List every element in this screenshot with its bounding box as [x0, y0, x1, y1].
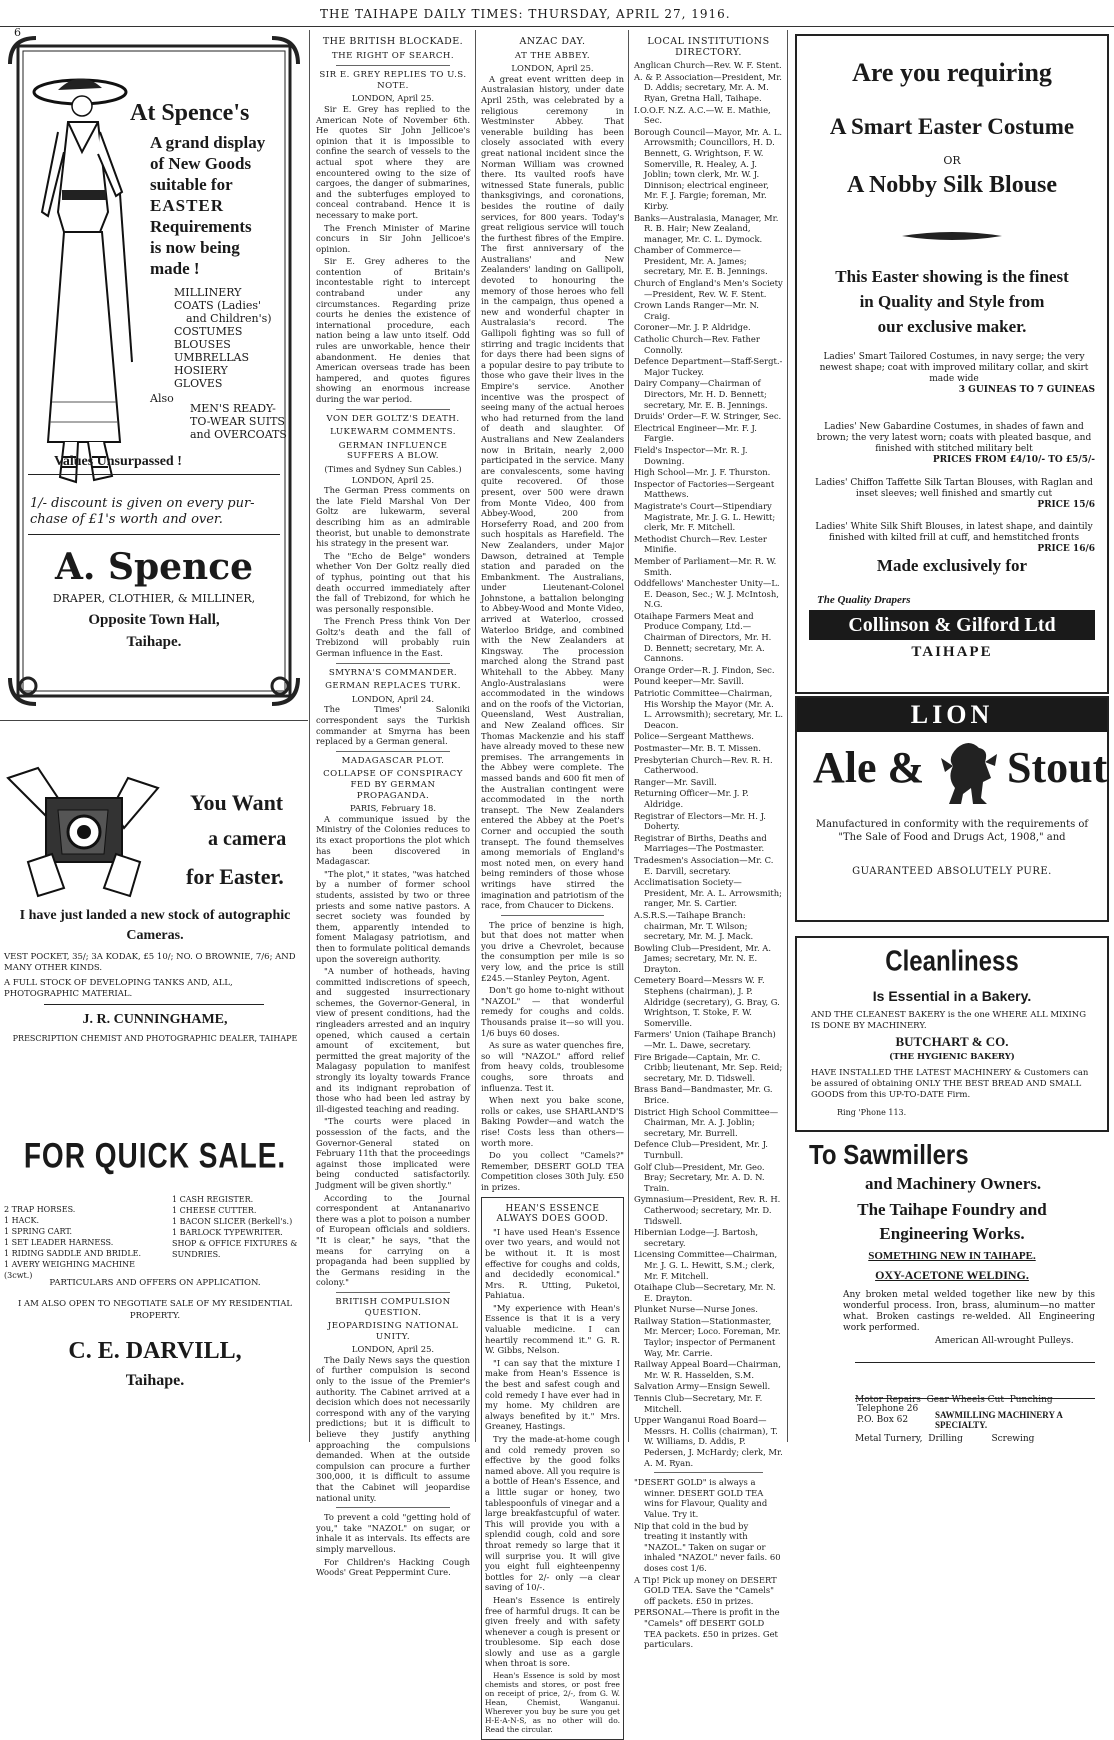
heans-essence-advert: [481, 1197, 624, 1740]
camera-line2: a camera: [208, 828, 287, 850]
list-item: 1 BACON SLICER (Berkell's.): [172, 1217, 293, 1226]
collinson-name: Collinson & Gilford Ltd: [848, 614, 1056, 636]
directory-entry: Catholic Church—Rev. Father Connolly.: [634, 334, 760, 355]
spence-town: Taihape.: [126, 634, 182, 650]
subheadline: GERMAN INFLUENCE SUFFERS A BLOW.: [338, 440, 448, 462]
list-item: TO-WEAR SUITS: [190, 415, 285, 428]
butchart-bakery-advert: [795, 936, 1109, 1132]
spence-trade: DRAPER, CLOTHIER, & MILLINER,: [52, 592, 256, 605]
paragraph: As sure as water quenches fire, so will "NAZOL" afford relief from heavy colds, troublesome coughs, sore throats and influenza. Test it.: [481, 1040, 624, 1093]
item-price: PRICES FROM £4/10/- TO £5/5/-: [932, 455, 1095, 465]
headline: HEAN'S ESSENCE ALWAYS DOES GOOD.: [496, 1203, 609, 1225]
list-item: GLOVES: [174, 377, 223, 390]
directory-entry: Church of England's Men's Society—President, Rev. W. F. Stent.: [634, 278, 783, 299]
paragraph: "DESERT GOLD" is always a winner. DESERT GOLD TEA wins for Flavour, Quality and Value. Try it.: [634, 1477, 768, 1519]
paragraph: Don't go home to-night without "NAZOL" — that wonderful remedy for coughs and colds. Thousands praise it—so will you. 1/6 buys 60 doses.: [481, 985, 624, 1038]
list-item: MEN'S READY-: [190, 402, 276, 415]
directory-list: [634, 60, 783, 1468]
spence-headline: At Spence's: [130, 100, 250, 126]
directory-entry: Patriotic Committee—Chairman, His Worship the Mayor (Mr. A. L. Arrowsmith); secretary, Mr. L. Deacon.: [634, 688, 783, 730]
directory-entry: Fire Brigade—Captain, Mr. C. Cribb; lieutenant, Mr. Sep. Reid; secretary, Mr. D. Tidswell.: [634, 1051, 783, 1083]
list-item: 1 RIDING SADDLE AND BRIDLE.: [4, 1249, 142, 1258]
directory-entry: Magistrate's Court—Stipendiary Magistrate, Mr. J. G. L. Hewitt; clerk, Mr. F. Mitchell.: [634, 500, 776, 533]
paragraph: "The courts were placed in possession of the facts, and the Governor-General stated on February 11th that the proceedings against those implicated were being conducted satisfactorily. Judgment will be given shortly.": [316, 1116, 470, 1190]
directory-entry: Member of Parliament—Mr. R. W. Smith.: [634, 555, 777, 577]
directory-entry: Defence Department—Staff-Sergt.-Major Tuckey.: [634, 356, 783, 377]
subheadline: COLLAPSE OF CONSPIRACY FED BY GERMAN PROPAGANDA.: [323, 769, 463, 801]
masthead: [0, 0, 1114, 39]
lion-ale: Ale &: [813, 743, 925, 792]
foundry-service-row: Motor Repairs Gear Wheels Cut Punching: [855, 1395, 1053, 1405]
foundry-service-row: Metal Turnery, Drilling Screwing: [855, 1434, 1035, 1444]
list-item: 1 HACK.: [4, 1216, 40, 1225]
paragraph: Try the made-at-home cough and cold remedy proven so effective by the good folks named above. All you require is a bottle of Hean's Essence, and a little sugar or honey, two tablespoonfuls of vinegar and a large breakfastcupful of water. This will provide you with a splendid cough, cold and sore throat remedy so large that it will surprise you. It will give you eight full eighteenpenny bottles for 2/- only —a clear saving of 10/-.: [485, 1434, 620, 1593]
collinson-showing-line: in Quality and Style from: [859, 292, 1045, 311]
foundry-contact: [857, 1404, 918, 1426]
directory-title: LOCAL INSTITUTIONS DIRECTORY.: [647, 36, 770, 58]
directory-entry: Orange Order—R. J. Findon, Sec.: [634, 664, 775, 675]
paragraph: The French Press think Von Der Goltz's death and the fall of Trebizond will probably ruin German influence in the East.: [316, 616, 470, 659]
lion-guarantee: GUARANTEED ABSOLUTELY PURE.: [852, 866, 1052, 877]
paragraph: For Children's Hacking Cough Woods' Great Peppermint Cure.: [316, 1556, 470, 1578]
directory-entry: Otaihape Club—Secretary, Mr. N. E. Drayton.: [634, 1282, 776, 1303]
directory-entry: Tradesmen's Association—Mr. C. E. Darvill, secretary.: [634, 854, 774, 876]
collinson-item: [813, 522, 1095, 555]
directory-entry: District High School Committee—Chairman, Mr. A. J. Joblin; secretary, Mr. Burrell.: [634, 1106, 779, 1138]
lion-banner: LION: [910, 700, 994, 729]
collinson-town: TAIHAPE: [911, 644, 993, 660]
list-item: 1 CASH REGISTER.: [172, 1195, 254, 1204]
paragraph: The Times' Saloniki correspondent says the Turkish commander at Smyrna has been replaced by a German general.: [316, 704, 470, 747]
collinson-or: OR: [943, 154, 961, 167]
directory-entry: Ranger—Mr. Savill.: [634, 776, 717, 787]
paragraph: Hean's Essence is entirely free of harmful drugs. It can be given freely and with safety whenever a cough is present or troublesome. Sip each dose slowly and use as a gargle when throat is sore.: [485, 1594, 620, 1669]
spence-mens-list: [190, 402, 287, 441]
camera-illustration-icon: [8, 758, 158, 898]
butchart-name: BUTCHART & CO.: [895, 1034, 1009, 1049]
directory-entry: Electrical Engineer—Mr. F. J. Fargie.: [634, 422, 757, 444]
headline: ANZAC DAY.: [519, 36, 586, 47]
list-item: and Children's): [186, 312, 272, 325]
paragraph: Sir E. Grey adheres to the contention of Britain's incontestable right to intercept contraband under any circumstances. Regarding prize courts he denies the existence of international procedure, each nation being a law unto itself. Odd rules are unworkable, hence their abandonment. He denies that American overseas trade has been hampered, and quotes figures showing an enormous increase during the war period.: [316, 256, 470, 404]
paragraph: "My experience with Hean's Essence is that it is a very valuable medicine. I can heartily recommend it." G. R. W. Gibbs, Nelson.: [485, 1302, 620, 1356]
paragraph: "I can say that the mixture I make from Hean's Essence is the best and safest cough and cold remedy I have ever had in my home. My children are always benefited by it." Mrs. Greaney, Hastings.: [485, 1357, 620, 1432]
directory-entry: Brass Band—Bandmaster, Mr. G. Brice.: [634, 1084, 773, 1105]
directory-entry: Otaihape Farmers Meat and Produce Company, Ltd.—Chairman of Directors, Mr. H. D. Bennett; secretary, Mr. A. Cannons.: [634, 610, 772, 664]
paragraph: The French Minister of Marine concurs in Sir John Jellicoe's opinion.: [316, 222, 470, 254]
camera-cameras: Cameras.: [126, 928, 184, 943]
camera-line1: You Want: [190, 790, 284, 815]
foundry-h3: The Taihape Foundry and: [857, 1200, 1047, 1219]
foundry-para: Any broken metal welded together like new by this wonderful process. Iron, brass, aluminum—no matter what. Broken castings re-welded. All Engineering work performed.: [843, 1290, 1095, 1333]
directory-entry: Tennis Club—Secretary, Mr. F. Mitchell.: [634, 1393, 763, 1414]
directory-entry: Upper Wanganui Road Board—Messrs. H. Collis (chairman), T. W. Williams, D. Addis, P. Pedersen, J. McHardy; clerk, Mr. A. M. Ryan.: [634, 1415, 783, 1468]
list-item: 1 SPRING CART.: [4, 1227, 73, 1236]
directory-entry: Oddfellows' Manchester Unity—L. E. Deason, Sec.; W. J. McIntosh, N.G.: [634, 578, 780, 610]
subheadline: SIR E. GREY REPLIES TO U.S. NOTE.: [319, 70, 467, 91]
spence-address: Opposite Town Hall,: [88, 612, 220, 628]
dateline: PARIS, February 18.: [349, 803, 437, 814]
headline: MADAGASCAR PLOT.: [341, 755, 445, 766]
directory-entry: Registrar of Births, Deaths and Marriages—The Postmaster.: [634, 832, 767, 854]
collinson-showing-line: our exclusive maker.: [877, 317, 1027, 336]
butchart-para: AND THE CLEANEST BAKERY is the one WHERE ALL MIXING IS DONE BY MACHINERY.: [811, 1010, 1087, 1031]
foundry-h6: OXY-ACETONE WELDING.: [875, 1268, 1029, 1282]
foundry-h2: and Machinery Owners.: [865, 1174, 1042, 1193]
directory-entry: Dairy Company—Chairman of Directors, Mr. H. D. Bennett; secretary, Mr. E. B. Jennings.: [634, 378, 768, 410]
spence-line: of New Goods: [150, 154, 252, 173]
list-item: 2 TRAP HORSES.: [4, 1205, 76, 1214]
foundry-pulleys: American All-wrought Pulleys.: [935, 1336, 1074, 1346]
directory-entry: Railway Appeal Board—Chairman, Mr. W. R. Hasselden, S.M.: [634, 1359, 781, 1380]
directory-entry: Postmaster—Mr. B. T. Missen.: [634, 743, 761, 753]
spence-name: A. Spence: [54, 546, 254, 588]
item-price: PRICE 16/6: [1037, 544, 1095, 554]
collinson-logo: [809, 592, 1095, 662]
paragraph: When next you bake scone, rolls or cakes, use SHARLAND'S Baking Powder—and watch the rise! Costs less than others—worth more.: [481, 1095, 624, 1148]
subheadline: THE RIGHT OF SEARCH.: [331, 50, 455, 61]
paragraph: "A number of hotheads, having committed indiscretions of speech, and suggested insurrectionary schemes, the Governor-General, in view of present conditions, had the ringleaders arrested and an inquiry opened, which caused a certain amount of excitement, but permitted the great majority of the Malagasy population to manifest strongly its loyalty towards France and its indignant reprobation of those who had been led astray by ill-digested teaching and reading.: [316, 966, 470, 1114]
lion-text: Manufactured in conformity with the requirements of "The Sale of Food and Drugs Act, 1908," and: [815, 819, 1089, 843]
item-price: PRICE 15/6: [1037, 500, 1095, 510]
paragraph: A great event written deep in Australasian history, under date April 25th, was celebrated by a religious ceremony in Westminster Abbey. That venerable building has been closely associated with every great national incident since the Norman William was crowned there. Its vaulted roofs have witnessed State funerals, public thanksgivings, and coronations, besides the routine of daily services, for 800 years. Today's great religious service will touch the furthest fibres of the Empire. The first anniversary of the Australians' and New Zealanders' landing on Gallipoli, devoted to honouring the memory of those heroes who fell in the campaign, thus opened a new and wonderful chapter in Australasia's record. The Gallipoli fighting was so full of stirring and tragic incidents that for days there had been signs of a popular desire to pay tribute to those who gave their lives in the Empire's service. Another incentive was the prospect of seeing many of the actual heroes who had returned from the land of death and slaughter. Of Australians and New Zealanders now in Britain, nearly 2,000 participated in the service. Many are convalescents, some having quite recovered. Of those present, over 500 were drawn from Monte Video, 400 from Abbey-Wood, 200 from Horseferry Road, and 200 from such hospitals as Harefield. The New Zealanders, under Major Dawson, detrained at Temple station and paraded on the Embankment. The Australians, under Lieutenant-Colonel Johnstone, a battalion belonging to Abbey-Wood and Monte Video, arrived at Waterloo, crossed Waterloo Bridge, and combined with the New Zealanders at Kingsway. The procession marched along the Strand past Whitehall to the Abbey. Many Anglo-Australasians were accommodated in the windows and on the roofs of the Victorian, Queensland, West Australian, and New Zealand offices. Sir Thomas Mackenzie and his staff have already moved to these new premises. The arrangements in the Abbey were complete. The massed bands and 600 fit men of the Australian contingent were accommodated in the north transept. The New Zealanders entered the Abbey at the Poet's Corner and occupied the south transept. The found themselves among memorials of England's most noted men, on every hand being reminders of those whose writings have stirred the imagination and patriotism of the race, from Chaucer to Dickens.: [481, 73, 624, 911]
headline: THE BRITISH BLOCKADE.: [322, 36, 464, 47]
foundry-specialty: SAWMILLING MACHINERY A SPECIALTY.: [935, 1410, 1063, 1430]
lion-rampant-icon: [937, 738, 1001, 808]
taihape-foundry-advert: [795, 1140, 1109, 1444]
column-rule: [309, 30, 310, 1442]
sale-list-right: [172, 1194, 306, 1260]
directory-entry: Crown Lands Ranger—Mr. N. Craig.: [634, 300, 759, 321]
butchart-subheadline: Is Essential in a Bakery.: [872, 988, 1032, 1004]
spence-intro: [150, 132, 300, 279]
directory-entry: High School—Mr. J. F. Thurston.: [634, 467, 771, 478]
paragraph: The "Echo de Belge" wonders whether Von Der Goltz really died of typhus, pointing out that his death occurred immediately after the fall of Trebizond, for which he was personally responsible.: [316, 550, 470, 614]
sale-title: FOR QUICK SALE.: [23, 1136, 287, 1175]
foundry-telephone: Telephone 26: [857, 1404, 919, 1414]
directory-entry: Pound keeper—Mr. Savill.: [634, 676, 744, 687]
item-description: Ladies' Chiffon Taffette Silk Tartan Blouses, with Raglan and inset sleeves; well finished and smartly cut: [815, 478, 1093, 499]
spence-discount: 1/- discount is given on every pur-chase of £1's worth and over.: [30, 496, 255, 527]
collinson-gilford-advert: [795, 34, 1109, 694]
directory-entry: A. & P. Association—President, Mr. D. Addis; secretary, Mr. A. M. Ryan, Gretna Hall, Taihape.: [634, 71, 782, 103]
dateline: LONDON, April 25.: [351, 1344, 435, 1355]
collinson-line1: Are you requiring: [852, 58, 1052, 87]
directory-entry: Cemetery Board—Messrs W. F. Stephens (chairman), J. P. Aldridge (secretary), G. Bray, G. Wrightson, T. Stoke, F. W. Somerville.: [634, 975, 780, 1028]
list-item: 1 CHEESE CUTTER.: [172, 1206, 257, 1215]
subheadline: GERMAN REPLACES TURK.: [325, 681, 461, 692]
cunninghame-name: J. R. CUNNINGHAME,: [82, 1012, 228, 1027]
paragraph: Hean's Essence is sold by most chemists and stores, or post free on receipt of price, 2/-, from G. W. Hean, Chemist, Wanganui. Wherever you buy be sure you get H-E-A-N-S, as no other will do. Read the circular.: [485, 1671, 620, 1735]
directory-entry: I.O.O.F. N.Z. A.C.—W. E. Mathie, Sec.: [634, 104, 771, 126]
list-item: SHOP & OFFICE FIXTURES & SUNDRIES.: [172, 1239, 298, 1259]
news-column-4: [634, 34, 783, 1650]
directory-entry: Acclimatisation Society—President, Mr. A. L. Arrowsmith; ranger, Mr. S. Cartier.: [634, 877, 782, 909]
directory-entry: Inspector of Factories—Sergeant Matthews.: [634, 478, 775, 500]
paragraph: The German Press comments on the late Field Marshal Von Der Goltz are lukewarm, several describing him as an admirable theorist, but unable to demonstrate his strategy in the present war.: [316, 485, 470, 549]
page-number: 6: [14, 26, 21, 39]
butchart-phone: Ring 'Phone 113.: [837, 1108, 907, 1117]
sale-particulars: PARTICULARS AND OFFERS ON APPLICATION.: [49, 1278, 261, 1288]
paragraph: The Daily News says the question of further compulsion is second only to the issue of the Premier's authority. The Cabinet arrived at a decision which does not necessarily correspond with any of the varying predictions; but it is difficult to believe they justify anything approaching the compulsions demanded. When at the outside compulsion can procure a further 300,000, it is difficult to assume that the Cabinet will jeopardise national unity.: [316, 1354, 470, 1503]
directory-entry: Coroner—Mr. J. P. Aldridge.: [634, 322, 751, 333]
foundry-h1: To Sawmillers: [809, 1140, 969, 1172]
collinson-showing: [797, 264, 1107, 339]
collinson-line3: A Nobby Silk Blouse: [846, 172, 1058, 198]
spence-advert: [6, 34, 302, 708]
paragraph: Sir E. Grey has replied to the American Note of November 6th. He quotes Sir John Jellicoe's opinion that it is impossible to confine the search of vessels to the actual spot where they are encountered owing to the size of cargoes, the danger of submarines, and the subterfuges employed to conceal contraband. Hence it is necessary to make port.: [316, 103, 470, 220]
subheadline: JEOPARDISING NATIONAL UNITY.: [327, 1321, 459, 1342]
paragraph: "I have used Hean's Essence over two years, and would not be without it. It is most effective for coughs and colds, and decidedly economical." Mrs. R. Utting, Puketoi, Pahiatua.: [485, 1226, 620, 1301]
directory-entry: Defence Club—President, Mr. J. Turnbull.: [634, 1139, 768, 1160]
quick-sale-advert: [4, 1110, 306, 1410]
paragraph: A communique issued by the Ministry of the Colonies reduces to its exact proportions the plot which has been discovered in Madagascar.: [316, 813, 470, 867]
collinson-quality: The Quality Drapers: [817, 594, 911, 606]
paragraph: "The plot," it states, "was hatched by a number of former school students, assisted by two or three priests and some native pastors. A secret society was founded by them, apparently intended to foment Malagasy patriotism, and then to formulate political demands upon the sovereign authority.: [316, 868, 470, 964]
list-item: UMBRELLAS: [174, 351, 250, 364]
lady-fashion-illustration-icon: [28, 62, 136, 492]
collinson-line2: A Smart Easter Costume: [829, 114, 1075, 139]
darvill-town: Taihape.: [125, 1372, 185, 1389]
directory-entry: Bowling Club—President, Mr. A. James; secretary, Mr. N. E. Drayton.: [634, 942, 772, 974]
list-item: COATS (Ladies': [174, 299, 262, 312]
subheadline: AT THE ABBEY.: [514, 50, 591, 61]
directory-entry: Gymnasium—President, Rev. R. H. Catherwood; secretary, Mr. D. Tidswell.: [634, 1194, 781, 1226]
directory-entry: Salvation Army—Ensign Sewell.: [634, 1381, 771, 1392]
item-price: 3 GUINEAS TO 7 GUINEAS: [958, 385, 1095, 395]
camera-stock: I have just landed a new stock of autographic: [19, 908, 291, 923]
list-item: 1 BARLOCK TYPEWRITER.: [172, 1228, 283, 1237]
collinson-showing-line: This Easter showing is the finest: [835, 267, 1069, 286]
camera-stock2: A FULL STOCK OF DEVELOPING TANKS AND, ALL, PHOTOGRAPHIC MATERIAL.: [4, 978, 233, 999]
directory-entry: Farmers' Union (Taihape Branch)—Mr. L. Dawe, secretary.: [634, 1029, 776, 1051]
list-item: and OVERCOATS: [190, 428, 287, 441]
dateline: (Times and Sydney Sun Cables.) LONDON, April 25.: [324, 463, 462, 485]
butchart-sub: (THE HYGIENIC BAKERY): [889, 1052, 1015, 1062]
news-column-3: [481, 34, 624, 1735]
sale-negotiate: I AM ALSO OPEN TO NEGOTIATE SALE OF MY RESIDENTIAL PROPERTY.: [17, 1299, 293, 1321]
column-rule: [628, 30, 629, 1442]
camera-line3: for Easter.: [186, 864, 284, 889]
directory-entry: Golf Club—President, Mr. Geo. Bray; Secretary, Mr. A. D. N. Train.: [634, 1161, 765, 1193]
directory-entry: Banks—Australasia, Manager, Mr. R. B. Hair; New Zealand, manager, Mr. C. L. Dymock.: [634, 212, 779, 244]
list-item: COSTUMES: [174, 325, 243, 338]
collinson-item: [813, 352, 1095, 396]
cunninghame-trade: PRESCRIPTION CHEMIST AND PHOTOGRAPHIC DEALER, TAIHAPE: [12, 1034, 298, 1043]
spence-values: Values Unsurpassed !: [54, 454, 182, 469]
spence-goods-list: [174, 286, 272, 390]
subheadline: LUKEWARM COMMENTS.: [330, 427, 456, 438]
directory-entry: Plunket Nurse—Nurse Jones.: [634, 1304, 758, 1315]
collinson-item: [813, 422, 1095, 466]
paragraph: A Tip! Pick up money on DESERT GOLD TEA. Save the "Camels" off packets. £50 in prizes.: [634, 1574, 777, 1606]
news-column-2: [316, 34, 470, 1578]
foundry-box: P.O. Box 62: [857, 1415, 909, 1425]
item-description: Ladies' New Gabardine Costumes, in shades of fawn and brown; the very latest worn; coats with pleated basque, and finished with stitched military belt: [816, 422, 1092, 454]
list-item: 1 SET LEADER HARNESS.: [4, 1238, 114, 1247]
directory-entry: Druids' Order—F. W. Stringer, Sec.: [634, 411, 782, 422]
directory-entry: A.S.R.S.—Taihape Branch: chairman, Mr. T. Wilson; secretary, Mr. M. J. Mack.: [634, 909, 754, 942]
collinson-item: [813, 478, 1095, 511]
divider-ornament-icon: [902, 230, 1002, 242]
spence-also: Also: [150, 392, 174, 405]
spence-line: made !: [150, 259, 200, 278]
directory-entry: Chamber of Commerce—President, Mr. A. James; secretary, Mr. E. B. Jennings.: [634, 245, 768, 277]
directory-entry: Borough Council—Mayor, Mr. A. L. Arrowsmith; Councillors, H. D. Bennett, G. Wrightson, F. W. Somerville, R. Healey, A. J. Joblin; town clerk, Mr. W. J. Dinnison; electrical engineer, Mr. F. J. Fargie; foreman, Mr. Kirby.: [634, 126, 783, 211]
directory-entry: Presbyterian Church—Rev. R. H. Catherwood.: [634, 754, 773, 776]
spence-line: Requirements: [150, 217, 252, 236]
directory-entry: Returning Officer—Mr. J. P. Aldridge.: [634, 788, 749, 809]
paragraph: The price of benzine is high, but that does not matter when you drive a Chevrolet, because the consumption per mile is so very low, and the price is still £245.—Stanley Peyton, Agent.: [481, 919, 624, 983]
spence-line: A grand display: [150, 133, 266, 152]
paragraph: According to the Journal correspondent at Antananarivo there was a plot to poison a number of European officials and soldiers. "It is clear," he says, "that the means for carrying on a propaganda had been supplied by the Germans residing in the colony.": [316, 1192, 470, 1288]
butchart-headline: Cleanliness: [885, 945, 1019, 978]
directory-entry: Methodist Church—Rev. Lester Minifie.: [634, 533, 767, 555]
dateline: LONDON, April 24.: [351, 693, 435, 704]
directory-entry: Hibernian Lodge—J. Bartosh, secretary.: [634, 1227, 759, 1248]
collinson-made: Made exclusively for: [876, 556, 1028, 575]
dateline: LONDON, April 25.: [351, 93, 435, 104]
list-item: MILLINERY: [174, 286, 242, 299]
list-item: 1 AVERY WEIGHING MACHINE (3cwt.): [4, 1260, 135, 1280]
paragraph: PERSONAL—There is profit in the "Camels" off DESERT GOLD TEA packets. £50 in prizes. Get particulars.: [634, 1607, 780, 1650]
item-description: Ladies' Smart Tailored Costumes, in navy serge; the very newest shape; coat with improved military collar, and skirt made wide: [819, 352, 1089, 384]
spence-line: EASTER: [150, 196, 225, 215]
directory-entry: Railway Station—Stationmaster, Mr. Mercer; Loco. Foreman, Mr. Taylor; inspector of Permanent Way, Mr. Carrie.: [634, 1315, 781, 1358]
item-description: Ladies' White Silk Shift Blouses, in latest shape, and daintily finished with kilted frill at cuff, and hemstitched fronts: [815, 522, 1093, 543]
lion-stout: Stout: [1007, 743, 1108, 792]
headline: BRITISH COMPULSION QUESTION.: [335, 1296, 451, 1318]
foundry-h5: SOMETHING NEW IN TAIHAPE.: [868, 1250, 1036, 1262]
lion-ale-advert: [795, 696, 1109, 922]
directory-entry: Field's Inspector—Mr. R. J. Downing.: [634, 444, 748, 466]
paragraph: Nip that cold in the bud by treating it instantly with "NAZOL." Taken on sugar or inhaled "NAZOL" never fails. 60 doses cost 1/6.: [634, 1520, 781, 1573]
butchart-para2: HAVE INSTALLED THE LATEST MACHINERY & Customers can be assured of obtaining ONLY THE BEST BREAD AND SMALL GOODS from this UP-TO-DATE Firm.: [811, 1068, 1089, 1100]
foundry-h4: Engineering Works.: [879, 1224, 1025, 1243]
directory-entry: Anglican Church—Rev. W. F. Stent.: [634, 60, 782, 71]
column-rule: [475, 30, 476, 1442]
headline: SMYRNA'S COMMANDER.: [328, 667, 458, 678]
camera-prices: VEST POCKET, 35/; 3A KODAK, £5 10/; NO. O BROWNIE, 7/6; AND MANY OTHER KINDS.: [4, 952, 296, 973]
paragraph: To prevent a cold "getting hold of you," take "NAZOL" on sugar, or inhale it as intervals. Its effects are simply marvellous.: [316, 1512, 470, 1554]
masthead-title: THE TAIHAPE DAILY TIMES: THURSDAY, APRIL 27, 1916.: [320, 7, 731, 21]
darvill-name: C. E. DARVILL,: [68, 1338, 242, 1364]
camera-advert: [4, 758, 306, 1070]
list-item: HOSIERY: [174, 364, 228, 377]
dateline: LONDON, April 25.: [511, 63, 594, 74]
directory-entry: Licensing Committee—Chairman, Mr. J. G. L. Hewitt, S.M.; clerk, Mr. F. Mitchell.: [634, 1249, 778, 1281]
list-item: BLOUSES: [174, 338, 231, 351]
column-rule: [787, 30, 788, 1442]
directory-entry: Registrar of Electors—Mr. H. J. Doherty.: [634, 810, 766, 832]
directory-entry: Police—Sergeant Matthews.: [634, 731, 754, 742]
spence-line: suitable for: [150, 175, 233, 194]
sale-list-left: [4, 1204, 154, 1281]
headline: VON DER GOLTZ'S DEATH.: [326, 413, 460, 424]
spence-line: is now being: [150, 238, 240, 257]
paragraph: Do you collect "Camels?" Remember, DESERT GOLD TEA Competition closes 30th July. £50 in prizes.: [481, 1150, 624, 1192]
